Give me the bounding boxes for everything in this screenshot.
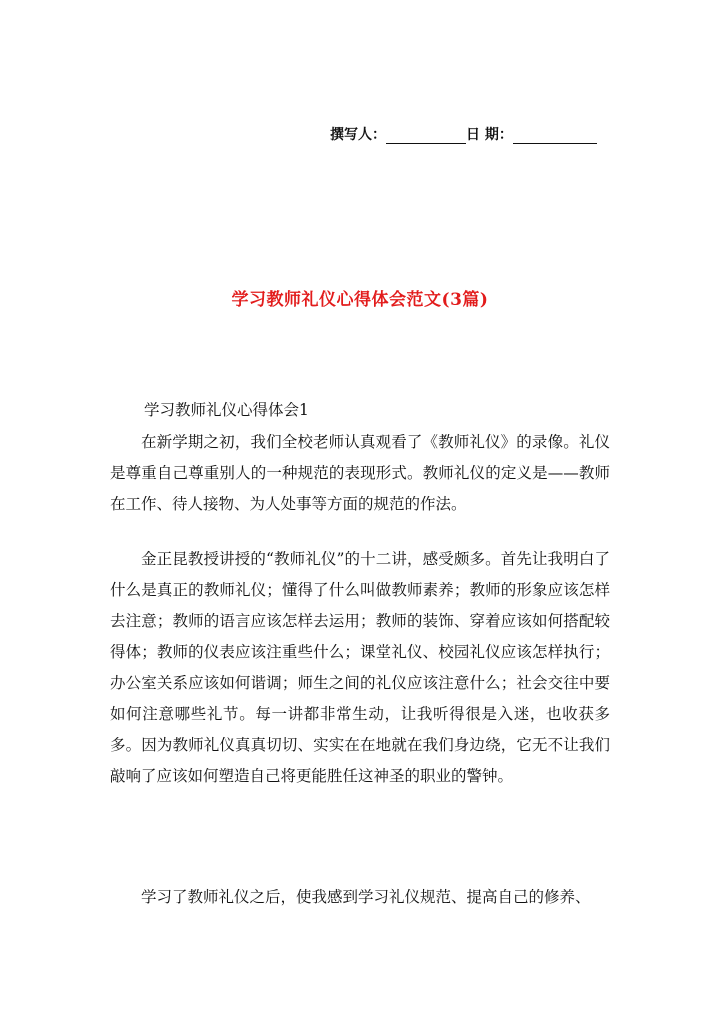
paragraph-2: 金正昆教授讲授的“教师礼仪”的十二讲，感受颇多。首先让我明白了什么是真正的教师礼仪；懂得了什么叫做教师素养；教师的形象应该怎样去注意；教师的语言应该怎样去运用；教师的装饰、穿着应该如何搭配较得体；教师的仪表应该注重些什么；课堂礼仪、校园礼仪应该怎样执行；办公室关系应该如何谐调；师生之间的礼仪应该注意什么；社会交往中要如何注意哪些礼节。每一讲都非常生动，让我听得很是入迷，也收获多多。因为教师礼仪真真切切、实实在在地就在我们身边绕，它无不让我们敲响了应该如何塑造自己将更能胜任这神圣的职业的警钟。 <box>110 550 610 785</box>
document-title: 学习教师礼仪心得体会范文(3篇) <box>231 290 489 310</box>
section-heading: 学习教师礼仪心得体会1 <box>144 401 309 419</box>
date-blank <box>513 129 597 144</box>
author-label: 撰写人： <box>330 127 386 143</box>
author-date-line <box>330 124 620 144</box>
paragraph-3: 学习了教师礼仪之后，使我感到学习礼仪规范、提高自己的修养、 <box>141 888 591 906</box>
paragraph-1: 在新学期之初，我们全校老师认真观看了《教师礼仪》的录像。礼仪是尊重自己尊重别人的一种规范的表现形式。教师礼仪的定义是——教师在工作、待人接物、为人处事等方面的规范的作法。 <box>110 433 610 513</box>
author-blank <box>386 129 466 144</box>
date-label: 日 期： <box>466 127 513 143</box>
